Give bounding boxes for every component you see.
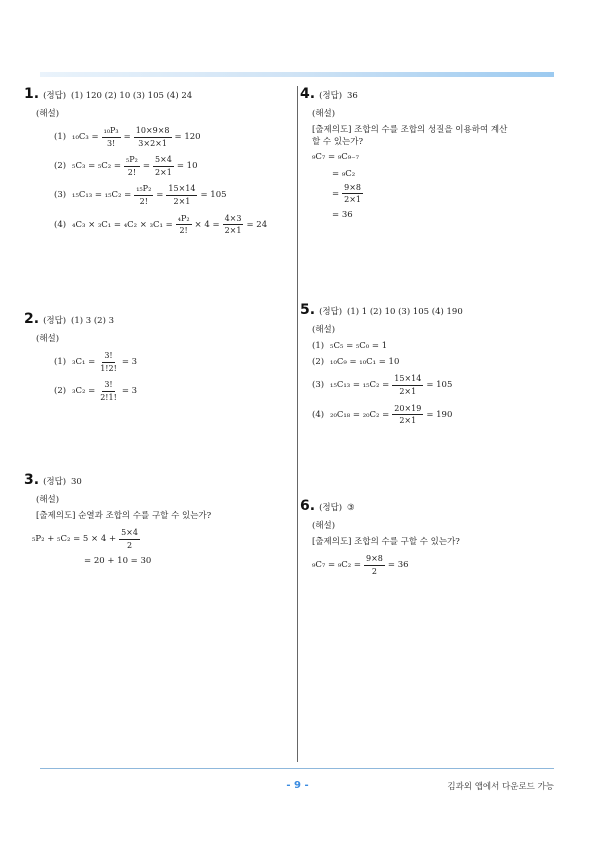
solution-line-1 (312, 341, 558, 351)
fraction (102, 126, 121, 148)
fraction (223, 214, 244, 236)
expr: = 105 (426, 380, 453, 391)
answer: 30 (71, 477, 82, 487)
solution-label: (해설) (36, 333, 60, 344)
numerator: ₁₀P₃ (102, 126, 121, 138)
expr: = 120 (174, 131, 201, 142)
solution-line-2 (54, 155, 289, 177)
fraction (134, 126, 172, 148)
solution-line-2: = 20 + 10 = 30 (84, 556, 152, 567)
question-2 (24, 311, 289, 402)
numerator: ₁₅P₂ (134, 184, 153, 196)
solution-line-2 (312, 357, 558, 367)
expr: = 105 (200, 190, 227, 201)
expr: ₅C₃ = ₅C₂ = (72, 161, 122, 172)
denominator: 2! (139, 196, 148, 206)
expr: ₁₀C₃ = (72, 131, 99, 142)
denominator: 3! (106, 138, 116, 148)
solution-line-1: ₉C₇ = ₉C₉₋₇ (312, 152, 360, 163)
solution-label: (해설) (312, 520, 336, 531)
header-bar (40, 72, 554, 77)
answer-tag: (정답) (43, 316, 67, 326)
line-label: (2) (54, 161, 67, 172)
numerator: 9×8 (364, 554, 385, 566)
numerator: ₅P₂ (124, 155, 140, 167)
expr: × 4 = (194, 219, 220, 230)
denominator: 2 (126, 540, 133, 550)
answer-tag: (정답) (319, 91, 343, 101)
solution-label: (해설) (312, 324, 336, 335)
answer: ③ (347, 503, 355, 513)
question-intent: [출제의도] 순열과 조합의 수를 구할 수 있는가? (36, 510, 212, 521)
answer: (1) 120 (2) 10 (3) 105 (4) 24 (71, 91, 193, 101)
fraction (119, 528, 140, 550)
answer-tag: (정답) (43, 91, 67, 101)
solution-line-1 (32, 528, 289, 550)
question-intent: [출제의도] 조합의 수를 조합의 성질을 이용하여 계산 (312, 124, 508, 135)
question-number: 4. (300, 86, 316, 102)
line-label: (1) (54, 356, 67, 367)
numerator: 3! (102, 351, 114, 363)
question-6 (300, 498, 558, 576)
question-intent: [출제의도] 조합의 수를 구할 수 있는가? (312, 536, 460, 547)
solution-line-1 (312, 554, 558, 576)
footer-rule (40, 768, 554, 769)
question-number: 3. (24, 472, 40, 488)
fraction (153, 155, 174, 177)
answer-tag: (정답) (319, 503, 343, 513)
denominator: 2×1 (154, 167, 172, 177)
numerator: ₄P₂ (176, 214, 192, 226)
expr: ₅P₂ + ₅C₂ = 5 × 4 + (32, 534, 117, 545)
expr: = 10 (176, 161, 198, 172)
numerator: 5×4 (119, 528, 140, 540)
solution-line-1 (54, 126, 289, 148)
expr: = (332, 188, 340, 199)
solution-line-4 (312, 404, 558, 426)
denominator: 3×2×1 (138, 138, 167, 148)
solution-line-4 (54, 214, 289, 236)
line-label: (2) (312, 357, 325, 368)
answer: (1) 3 (2) 3 (71, 316, 115, 326)
solution-label: (해설) (36, 494, 60, 505)
numerator: 3! (102, 380, 114, 392)
solution-line-3 (332, 183, 558, 205)
expr: = 190 (426, 409, 453, 420)
solution-line-2: = ₉C₂ (332, 168, 356, 179)
denominator: 2! (179, 226, 188, 236)
fraction (98, 351, 119, 373)
question-intent-cont: 할 수 있는가? (312, 137, 364, 148)
solution-line-4: = 36 (332, 209, 353, 220)
expr: ₄C₃ × ₃C₁ = ₄C₂ × ₃C₁ = (72, 219, 173, 230)
expr: = (123, 131, 131, 142)
solution-line-3 (312, 374, 558, 396)
line-label: (4) (312, 409, 325, 420)
denominator: 2×1 (344, 195, 362, 205)
solution-line-1 (54, 351, 289, 373)
expr: ₁₀C₉ = ₁₀C₁ = 10 (330, 357, 400, 368)
line-label: (2) (54, 386, 67, 397)
answer-tag: (정답) (43, 477, 67, 487)
expr: = 3 (121, 356, 138, 367)
answer-tag: (정답) (319, 307, 343, 317)
numerator: 15×14 (392, 374, 423, 386)
question-number: 5. (300, 302, 316, 318)
solution-line-3 (54, 184, 289, 206)
expr: ₃C₁ = (72, 356, 96, 367)
fraction (98, 380, 119, 402)
line-label: (1) (54, 131, 67, 142)
fraction (176, 214, 192, 236)
question-number: 2. (24, 311, 40, 327)
fraction (124, 155, 140, 177)
fraction (134, 184, 153, 206)
fraction (392, 404, 423, 426)
fraction (342, 183, 363, 205)
numerator: 9×8 (342, 183, 363, 195)
question-5 (300, 302, 558, 426)
numerator: 20×19 (392, 404, 423, 416)
question-3 (24, 472, 289, 567)
answer: (1) 1 (2) 10 (3) 105 (4) 190 (347, 307, 463, 317)
denominator: 2 (371, 566, 377, 576)
expr: = 36 (387, 560, 409, 571)
expr: = (142, 161, 150, 172)
line-label: (1) (312, 340, 325, 351)
solution-label: (해설) (312, 108, 336, 119)
question-1 (24, 86, 289, 236)
denominator: 2×1 (173, 196, 191, 206)
denominator: 1!2! (100, 363, 117, 373)
expr: = (156, 190, 164, 201)
fraction (392, 374, 423, 396)
line-label: (4) (54, 219, 67, 230)
numerator: 4×3 (223, 214, 244, 226)
line-label: (3) (54, 190, 67, 201)
denominator: 2! (127, 167, 137, 177)
solution-label: (해설) (36, 108, 60, 119)
expr: = 3 (121, 386, 138, 397)
expr: ₁₅C₁₃ = ₁₅C₂ = (330, 380, 390, 391)
expr: = 24 (246, 219, 268, 230)
numerator: 15×14 (166, 184, 197, 196)
footer-note: 김과외 앱에서 다운로드 가능 (447, 782, 554, 792)
numerator: 10×9×8 (134, 126, 172, 138)
line-label: (3) (312, 380, 325, 391)
expr: ₅C₅ = ₅C₀ = 1 (330, 340, 388, 351)
numerator: 5×4 (153, 155, 174, 167)
solution-line-2 (54, 380, 289, 402)
column-divider (297, 86, 298, 762)
page-number: - 9 - (286, 780, 309, 791)
expr: ₁₅C₁₃ = ₁₅C₂ = (72, 190, 132, 201)
fraction (364, 554, 385, 576)
question-number: 1. (24, 86, 40, 102)
denominator: 2!1! (100, 392, 117, 402)
fraction (166, 184, 197, 206)
expr: ₉C₇ = ₉C₂ = (312, 560, 361, 571)
denominator: 2×1 (224, 226, 242, 236)
question-number: 6. (300, 498, 316, 514)
denominator: 2×1 (399, 416, 417, 426)
answer: 36 (347, 91, 358, 101)
denominator: 2×1 (399, 386, 417, 396)
question-4 (300, 86, 558, 220)
expr: ₃C₂ = (72, 386, 96, 397)
expr: ₂₀C₁₈ = ₂₀C₂ = (330, 409, 390, 420)
